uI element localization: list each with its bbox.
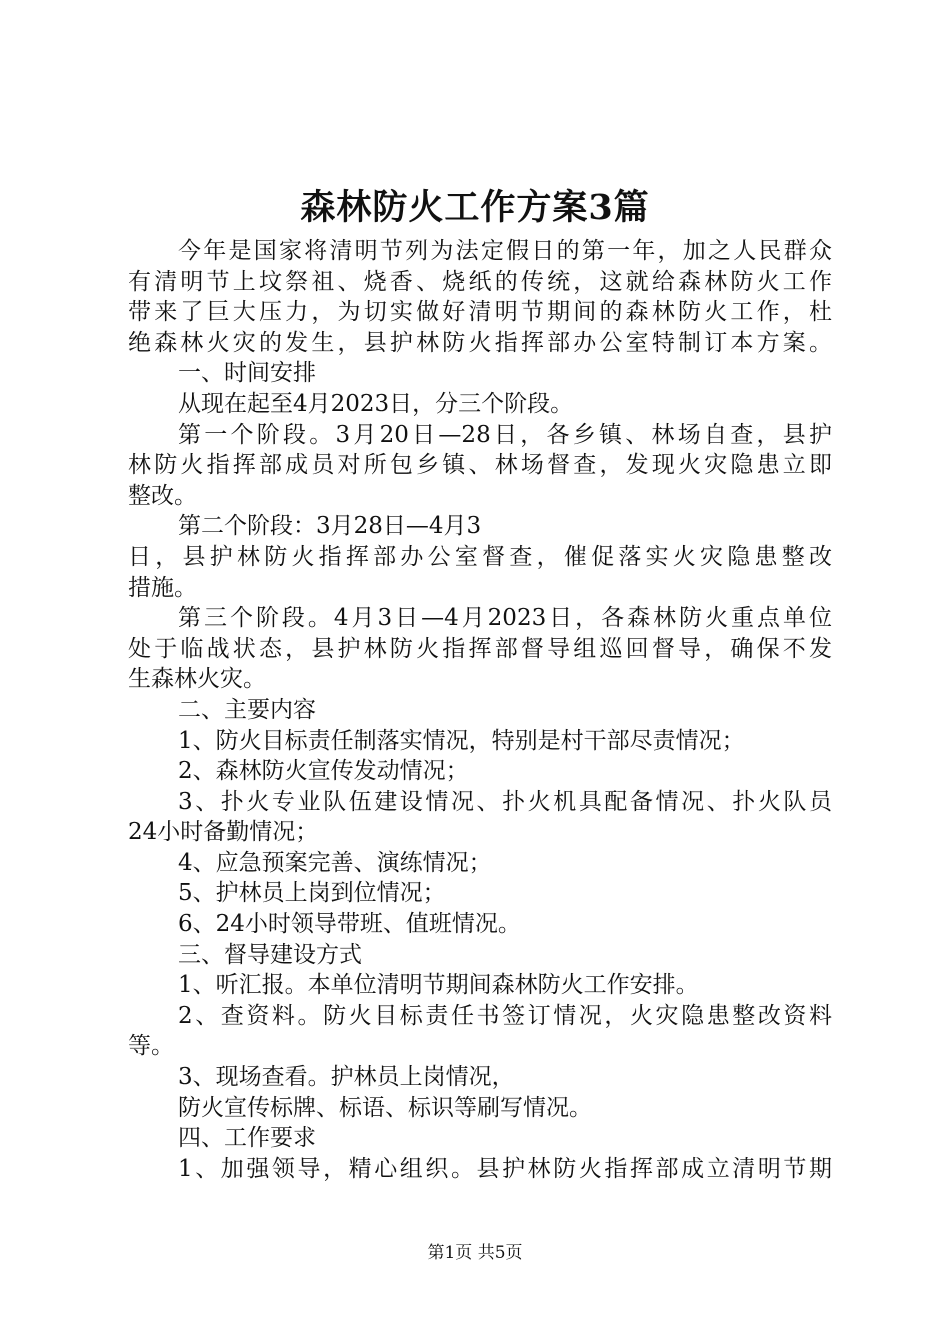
paragraph-line: 从现在起至4月2023日，分三个阶段。 <box>178 390 574 417</box>
list-item-continuation: 24小时备勤情况； <box>128 819 319 846</box>
list-item: 5、护林员上岗到位情况； <box>178 880 446 907</box>
paragraph-line: 第一个阶段。3月20日—28日，各乡镇、林场自查，县护 <box>178 421 832 448</box>
list-item: 1、听汇报。本单位清明节期间森林防火工作安排。 <box>178 972 699 999</box>
paragraph-line: 措施。 <box>128 574 197 601</box>
paragraph-line: 带来了巨大压力，为切实做好清明节期间的森林防火工作，杜 <box>128 299 832 326</box>
list-item: 1、防火目标责任制落实情况，特别是村干部尽责情况； <box>178 727 745 754</box>
section-heading: 三、督导建设方式 <box>178 941 362 968</box>
page-number-footer: 第1页 共5页 <box>427 1243 523 1263</box>
paragraph-line: 防火宣传标牌、标语、标识等刷写情况。 <box>178 1094 592 1121</box>
paragraph-line: 整改。 <box>128 482 197 509</box>
list-item: 2、森林防火宣传发动情况； <box>178 758 469 785</box>
document-title: 森林防火工作方案3篇 <box>300 187 650 228</box>
paragraph-line: 有清明节上坟祭祖、烧香、烧纸的传统，这就给森林防火工作 <box>128 268 832 295</box>
list-item: 6、24小时领导带班、值班情况。 <box>178 911 521 938</box>
paragraph-line: 第三个阶段。4月3日—4月2023日，各森林防火重点单位 <box>178 605 832 632</box>
paragraph-line: 日，县护林防火指挥部办公室督查，催促落实火灾隐患整改 <box>128 543 832 570</box>
document-body <box>128 236 832 1184</box>
list-item-continuation: 等。 <box>128 1033 174 1060</box>
list-item: 4、应急预案完善、演练情况； <box>178 849 492 876</box>
paragraph-line: 林防火指挥部成员对所包乡镇、林场督查，发现火灾隐患立即 <box>128 452 832 479</box>
paragraph-line: 第二个阶段：3月28日—4月3 <box>178 513 482 540</box>
paragraph-line: 处于临战状态，县护林防火指挥部督导组巡回督导，确保不发 <box>128 635 832 662</box>
section-heading: 二、主要内容 <box>178 696 316 723</box>
list-item: 2、查资料。防火目标责任书签订情况，火灾隐患整改资料 <box>178 1002 832 1029</box>
paragraph-line: 绝森林火灾的发生，县护林防火指挥部办公室特制订本方案。 <box>128 329 832 356</box>
list-item: 3、扑火专业队伍建设情况、扑火机具配备情况、扑火队员 <box>178 788 832 815</box>
section-heading: 一、时间安排 <box>178 360 316 387</box>
section-heading: 四、工作要求 <box>178 1125 316 1152</box>
list-item: 1、加强领导，精心组织。县护林防火指挥部成立清明节期 <box>178 1155 832 1182</box>
paragraph-line: 今年是国家将清明节列为法定假日的第一年，加之人民群众 <box>178 238 832 264</box>
list-item: 3、现场查看。护林员上岗情况， <box>178 1064 515 1091</box>
paragraph-line: 生森林火灾。 <box>128 666 266 693</box>
